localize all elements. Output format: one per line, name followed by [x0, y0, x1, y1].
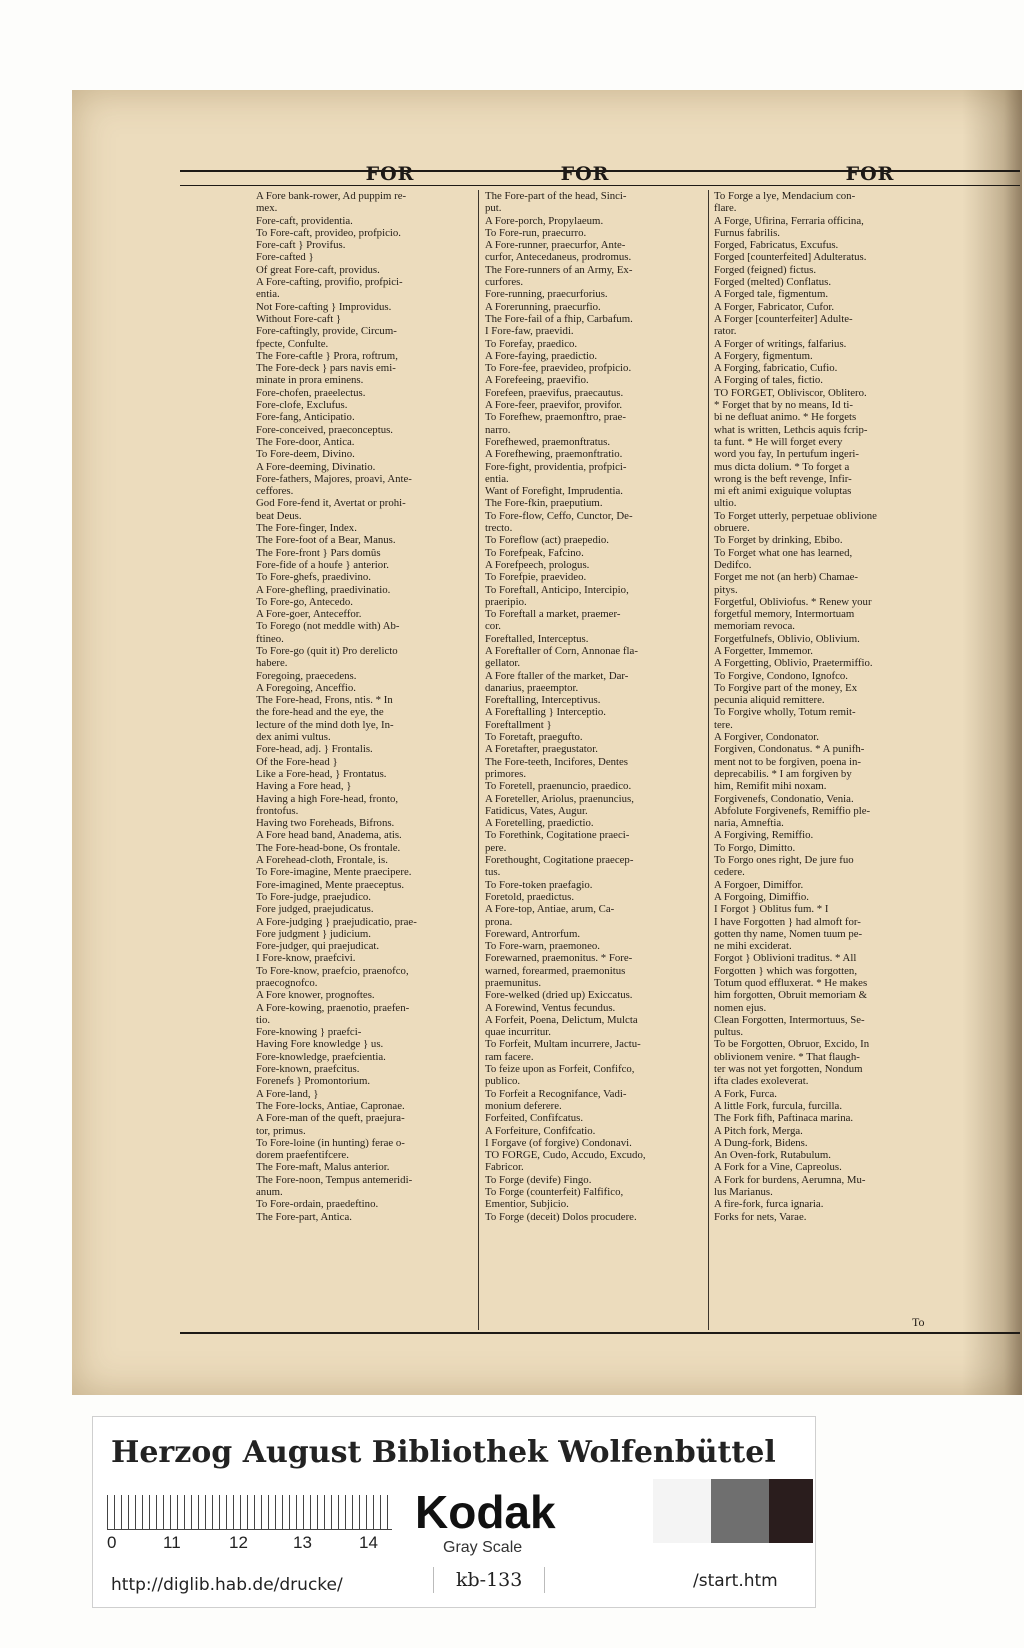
gray-scale-label: Gray Scale [443, 1539, 523, 1556]
dictionary-line: Fore-chofen, praeelectus. [256, 386, 366, 399]
dictionary-line: A Forge, Ufirina, Ferraria officina, [714, 214, 864, 227]
dictionary-line: Fore-running, praecurforius. [485, 288, 608, 301]
dictionary-line: Forks for nets, Varae. [714, 1210, 807, 1223]
column-divider [478, 190, 479, 1330]
dictionary-line: The Fork fifh, Paftinaca marina. [714, 1112, 854, 1125]
dictionary-line: TO FORGE, Cudo, Accudo, Excudo, [485, 1149, 646, 1162]
dictionary-line: Clean Forgotten, Intermortuus, Se- [714, 1013, 865, 1026]
dictionary-line: A Forgetting, Oblivio, Praetermiffio. [714, 657, 873, 670]
dictionary-line: ceffores. [256, 485, 294, 498]
dictionary-line: A Forger, Fabricator, Cufor. [714, 300, 835, 313]
dictionary-line: To Forgive, Condono, Ignofco. [714, 669, 848, 682]
dictionary-line: entia. [256, 288, 280, 301]
dictionary-line: cedere. [714, 866, 745, 879]
dictionary-line: quae incurritur. [485, 1026, 551, 1039]
dictionary-line: The Fore-head-bone, Os frontale. [256, 841, 401, 854]
dictionary-line: Forged, Fabricatus, Excufus. [714, 239, 839, 252]
dictionary-line: A Forgoing, Dimiffio. [714, 890, 809, 903]
dictionary-line: Fore-fide of a houfe } anterior. [256, 558, 389, 571]
dictionary-line: To Fore-deem, Divino. [256, 448, 355, 461]
dictionary-line: Fore-caft } Provifus. [256, 239, 346, 252]
ruler-label: 14 [359, 1533, 378, 1552]
dictionary-line: A Forging, fabricatio, Cufio. [714, 362, 838, 375]
dictionary-line: A Fore-runner, praecurfor, Ante- [485, 239, 626, 252]
dictionary-line: wrong is the beft revenge, Infir- [714, 472, 852, 485]
dictionary-line: Fore-fang, Anticipatio. [256, 411, 355, 424]
ruler-label: 12 [229, 1533, 248, 1552]
dictionary-line: To Foreftall a market, praemer- [485, 608, 621, 621]
dictionary-line: The Fore-caftle } Prora, roftrum, [256, 349, 398, 362]
ruler-label: 11 [163, 1533, 181, 1552]
dictionary-line: A Fore-deeming, Divinatio. [256, 460, 376, 473]
dictionary-line: Fore-known, praefcitus. [256, 1063, 360, 1076]
dictionary-line: ment not to be forgiven, poena in- [714, 755, 862, 768]
dictionary-line: Forgivenefs, Condonatio, Venia. [714, 792, 854, 805]
dictionary-line: A Fore-kowing, praenotio, praefen- [256, 1001, 410, 1014]
dictionary-line: habere. [256, 657, 288, 670]
dictionary-line: To Fore-ordain, praedeftino. [256, 1198, 379, 1211]
ruler-label: 13 [293, 1533, 312, 1552]
dictionary-line: ftineo. [256, 632, 284, 645]
dictionary-line: deprecabilis. * I am forgiven by [714, 767, 852, 780]
dictionary-column-1 [256, 190, 506, 1330]
dictionary-line: The Fore-maft, Malus anterior. [256, 1161, 390, 1174]
dictionary-line: The Fore-part, Antica. [256, 1210, 352, 1223]
dictionary-line: Dedifco. [714, 558, 752, 571]
dictionary-line: put. [485, 202, 502, 215]
dictionary-line: anum. [256, 1186, 283, 1199]
dictionary-line: An Oven-fork, Rutabulum. [714, 1149, 831, 1162]
dictionary-line: To Foretaft, praegufto. [485, 731, 583, 744]
measurement-ruler [107, 1495, 392, 1530]
dictionary-line: A Fore-top, Antiae, arum, Ca- [485, 903, 615, 916]
dictionary-line: To Fore-caft, provideo, profpicio. [256, 226, 401, 239]
library-target-card [92, 1416, 816, 1608]
dictionary-line: To Forfeit, Multam incurrere, Jactu- [485, 1038, 641, 1051]
dictionary-line: A Fore bank-rower, Ad puppim re- [256, 190, 407, 202]
dictionary-line: A Fork for a Vine, Capreolus. [714, 1161, 842, 1174]
dictionary-line: A Forgetter, Immemor. [714, 644, 813, 657]
dictionary-line: rator. [714, 325, 737, 338]
dictionary-line: flare. [714, 202, 737, 215]
dictionary-line: Fore-fight, providentia, profpici- [485, 460, 627, 473]
dictionary-line: forgetful memory, Intermortuam [714, 608, 855, 621]
dictionary-line: To Fore-flow, Ceffo, Cunctor, De- [485, 509, 633, 522]
dictionary-line: I Fore-faw, praevidi. [485, 325, 574, 338]
dictionary-line: Forgetfulnefs, Oblivio, Oblivium. [714, 632, 860, 645]
bottom-rule [180, 1332, 1020, 1334]
dictionary-line: A little Fork, furcula, furcilla. [714, 1099, 843, 1112]
dictionary-line: Want of Forefight, Imprudentia. [485, 485, 623, 498]
dictionary-line: The Fore-fail of a fhip, Carbafum. [485, 312, 633, 325]
dictionary-line: Fabricor. [485, 1161, 524, 1174]
dictionary-line: Forethought, Cogitatione praecep- [485, 854, 634, 867]
dictionary-line: Forgetful, Obliviofus. * Renew your [714, 595, 872, 608]
dictionary-line: Forget me not (an herb) Chamae- [714, 571, 859, 584]
dictionary-line: obruere. [714, 522, 750, 535]
dictionary-line: To Fore-token praefagio. [485, 878, 593, 891]
dictionary-line: A Foretelling, praedictio. [485, 817, 594, 830]
dictionary-line: TO FORGET, Obliviscor, Oblitero. [714, 386, 867, 399]
dictionary-line: A Fork, Furca. [714, 1087, 777, 1100]
dictionary-line: minate in prora eminens. [256, 374, 364, 387]
dictionary-line: gellator. [485, 657, 521, 670]
dictionary-line: A Foreftalling } Interceptio. [485, 706, 606, 719]
dictionary-line: Without Fore-caft } [256, 312, 342, 325]
dictionary-line: A Fore-ghefling, praedivinatio. [256, 583, 391, 596]
dictionary-line: frontofus. [256, 804, 299, 817]
dictionary-line: prona. [485, 915, 513, 928]
dictionary-line: entia. [485, 472, 509, 485]
dictionary-line: Foreftalling, Interceptivus. [485, 694, 601, 707]
dictionary-line: To Forgive wholly, Totum remit- [714, 706, 856, 719]
dictionary-line: narro. [485, 423, 511, 436]
dictionary-line: ultio. [714, 497, 737, 510]
dictionary-line: cor. [485, 620, 501, 633]
dictionary-line: To Forgive part of the money, Ex [714, 681, 858, 694]
running-head-left: FOR [365, 163, 415, 185]
dictionary-line: To Fore-know, praefcio, praenofco, [256, 964, 409, 977]
dictionary-line: The Fore-runners of an Army, Ex- [485, 263, 633, 276]
dictionary-line: praeripio. [485, 595, 527, 608]
dictionary-line: A Forgiving, Remiffio. [714, 829, 814, 842]
dictionary-line: I Fore-know, praefcivi. [256, 952, 356, 965]
dictionary-line: The Fore-part of the head, Sinci- [485, 190, 627, 202]
dictionary-line: A Fore ftaller of the market, Dar- [485, 669, 629, 682]
dictionary-line: A Foreftaller of Corn, Annonae fla- [485, 644, 638, 657]
dictionary-line: Forewarned, praemonitus. * Fore- [485, 952, 633, 965]
dictionary-line: danarius, praeemptor. [485, 681, 579, 694]
dictionary-line: A Fore-judging } praejudicatio, prae- [256, 915, 417, 928]
dictionary-line: A Forging of tales, fictio. [714, 374, 823, 387]
dictionary-line: tus. [485, 866, 501, 879]
dictionary-line: A Fork for burdens, Aerumna, Mu- [714, 1173, 866, 1186]
dictionary-line: The Fore-foot of a Bear, Manus. [256, 534, 396, 547]
dictionary-line: To feize upon as Forfeit, Confifco, [485, 1063, 635, 1076]
dictionary-line: A Foregoing, Anceffio. [256, 681, 356, 694]
dictionary-line: A Forefhewing, praemonftratio. [485, 448, 623, 461]
dictionary-line: A Dung-fork, Bidens. [714, 1136, 808, 1149]
dictionary-line: To Forge (devife) Fingo. [485, 1173, 592, 1186]
dictionary-line: mi eft animi exiguique voluptas [714, 485, 852, 498]
dictionary-line: A Pitch fork, Merga. [714, 1124, 803, 1137]
dictionary-line: To Forego (not meddle with) Ab- [256, 620, 400, 633]
kodak-logo: Kodak [415, 1486, 556, 1538]
dictionary-line: * Forget that by no means, Id ti- [714, 399, 853, 412]
dictionary-line: To Fore-imagine, Mente praecipere. [256, 866, 412, 879]
dictionary-line: To Forgo, Dimitto. [714, 841, 796, 854]
dictionary-line: To Forgo ones right, De jure fuo [714, 854, 854, 867]
start-link[interactable]: /start.htm [693, 1571, 778, 1591]
dictionary-line: A Forehead-cloth, Frontale, is. [256, 854, 388, 867]
dictionary-line: Fore-judger, qui praejudicat. [256, 940, 380, 953]
dictionary-line: To be Forgotten, Obruor, Excido, In [714, 1038, 870, 1051]
dictionary-line: Foreftalled, Interceptus. [485, 632, 589, 645]
dictionary-line: A Forefpeech, prologus. [485, 558, 590, 571]
dictionary-line: To Forethink, Cogitatione praeci- [485, 829, 630, 842]
dictionary-line: Foreftallment } [485, 718, 552, 731]
dictionary-line: Fore-head, adj. } Frontalis. [256, 743, 373, 756]
dictionary-line: I Forgot } Oblitus fum. * I [714, 903, 829, 916]
dictionary-line: Forged (melted) Conflatus. [714, 276, 832, 289]
dictionary-line: A Foreteller, Ariolus, praenuncius, [485, 792, 634, 805]
dictionary-line: dorem praefentifcere. [256, 1149, 349, 1162]
dictionary-line: A Fore head band, Anadema, atis. [256, 829, 402, 842]
dictionary-line: him forgotten, Obruit memoriam & [714, 989, 868, 1002]
running-head-right: FOR [845, 163, 895, 185]
dictionary-line: The Fore-door, Antica. [256, 435, 355, 448]
dictionary-line: A Forger of writings, falfarius. [714, 337, 847, 350]
dictionary-line: praecognofco. [256, 977, 318, 989]
dictionary-line: Fore-knowing } praefci- [256, 1026, 362, 1039]
dictionary-line: gotten thy name, Nomen tuum pe- [714, 927, 863, 940]
dictionary-line: Foreward, Antrorfum. [485, 927, 581, 940]
dictionary-line: pere. [485, 841, 507, 854]
dictionary-line: A Forfeiture, Confifcatio. [485, 1124, 596, 1137]
dictionary-line: The Fore-teeth, Incifores, Dentes [485, 755, 629, 768]
dictionary-line: To Forefhew, praemonftro, prae- [485, 411, 626, 424]
dictionary-line: To Forget what one has learned, [714, 546, 853, 559]
running-head-center: FOR [560, 163, 610, 185]
dictionary-line: Fore judgment } judicium. [256, 927, 371, 940]
shelfmark: kb-133 [433, 1567, 545, 1593]
dictionary-line: A Foretafter, praegustator. [485, 743, 598, 756]
dictionary-line: To Foretell, praenuncio, praedico. [485, 780, 632, 793]
dictionary-line: ta funt. * He will forget every [714, 435, 843, 448]
dictionary-line: Fore-imagined, Mente praeceptus. [256, 878, 405, 891]
dictionary-line: A Fore-man of the queft, praejura- [256, 1112, 405, 1125]
dictionary-line: ne mihi exciderat. [714, 940, 792, 953]
gray-patch-light [653, 1479, 711, 1543]
dictionary-line: To Forge a lye, Mendacium con- [714, 190, 856, 202]
dictionary-line: Fore-knowledge, praefcientia. [256, 1050, 386, 1063]
dictionary-line: To Fore-judge, praejudico. [256, 890, 371, 903]
dictionary-line: naria, Amneftia. [714, 817, 784, 830]
dictionary-line: mex. [256, 202, 278, 215]
dictionary-line: Fore-cafted } [256, 251, 314, 264]
dictionary-line: To Forefpie, praevideo. [485, 571, 587, 584]
dictionary-line: To Forefay, praedico. [485, 337, 578, 350]
header-rule [180, 185, 1020, 186]
dictionary-line: pecunia aliquid remittere. [714, 694, 825, 707]
dictionary-line: The Fore-locks, Antiae, Capronae. [256, 1099, 405, 1112]
ruler-label: 0 [107, 1533, 117, 1552]
dictionary-line: A Forgery, figmentum. [714, 349, 813, 362]
library-name: Herzog August Bibliothek Wolfenbüttel [111, 1435, 776, 1470]
dictionary-line: Forgiven, Condonatus. * A punifh- [714, 743, 865, 756]
dictionary-line: To Forfeit a Recognifance, Vadi- [485, 1087, 627, 1100]
dictionary-line: To Fore-run, praecurro. [485, 226, 587, 239]
dictionary-line: A Forgiver, Condonator. [714, 731, 819, 744]
dictionary-line: To Forget utterly, perpetuae oblivione [714, 509, 877, 522]
dictionary-line: To Forefpeak, Fafcino. [485, 546, 584, 559]
dictionary-line: A Fore-feer, praevifor, provifor. [485, 399, 623, 412]
dictionary-line: To Fore-ghefs, praedivino. [256, 571, 371, 584]
dictionary-line: lus Marianus. [714, 1186, 773, 1199]
dictionary-line: Not Fore-cafting } Improvidus. [256, 300, 392, 313]
dictionary-line: Fatidicus, Vates, Augur. [485, 804, 588, 817]
dictionary-line: The Fore-deck } pars navis emi- [256, 362, 396, 375]
dictionary-line: A Forefeeing, praevifio. [485, 374, 589, 387]
dictionary-line: ter was not yet forgotten, Nondum [714, 1063, 863, 1076]
dictionary-line: primores. [485, 767, 527, 780]
dictionary-line: Having a high Fore-head, fronto, [256, 792, 399, 805]
dictionary-line: Fore-caft, providentia. [256, 214, 353, 227]
dictionary-line: Forgotten } which was forgotten, [714, 964, 858, 977]
dictionary-line: To Fore-go (quit it) Pro derelicto [256, 644, 398, 657]
dictionary-line: A Forfeit, Poena, Delictum, Mulcta [485, 1013, 638, 1026]
dictionary-line: A Forged tale, figmentum. [714, 288, 829, 301]
dictionary-line: Forgot } Oblivioni traditus. * All [714, 952, 857, 965]
dictionary-line: I have Forgotten } had almoft for- [714, 915, 861, 928]
dictionary-line: A Fore-faying, praedictio. [485, 349, 598, 362]
dictionary-line: To Forget by drinking, Ebibo. [714, 534, 843, 547]
dictionary-line: The Fore-fkin, praeputium. [485, 497, 603, 510]
dictionary-line: nomen ejus. [714, 1001, 767, 1014]
dictionary-line: Abfolute Forgivenefs, Remiffio ple- [714, 804, 871, 817]
dictionary-line: Forefhewed, praemonftratus. [485, 435, 611, 448]
dictionary-line: word you fay, In pertufum ingeri- [714, 448, 860, 461]
dictionary-line: ifta clades exoleverat. [714, 1075, 809, 1088]
dictionary-column-3 [714, 190, 976, 1330]
dictionary-line: curfores. [485, 276, 524, 289]
dictionary-line: dex animi vultus. [256, 731, 331, 744]
dictionary-line: To Forge (counterfeit) Falfifico, [485, 1186, 624, 1199]
dictionary-line: publico. [485, 1075, 521, 1088]
dictionary-line: Of great Fore-caft, providus. [256, 263, 380, 276]
dictionary-line: tere. [714, 718, 733, 731]
dictionary-line: The Fore-front } Pars domûs [256, 546, 381, 559]
dictionary-line: beat Deus. [256, 509, 302, 522]
dictionary-line: Having a Fore head, } [256, 780, 352, 793]
dictionary-line: Forged [counterfeited] Adulteratus. [714, 251, 867, 264]
dictionary-line: To Fore-go, Antecedo. [256, 595, 353, 608]
dictionary-line: trecto. [485, 522, 513, 535]
dictionary-line: ram facere. [485, 1050, 534, 1063]
dictionary-line: bi ne defluat animo. * He forgets [714, 411, 857, 424]
dictionary-line: A fire-fork, furca ignaria. [714, 1198, 824, 1211]
dictionary-line: Forged (feigned) fictus. [714, 263, 817, 276]
dictionary-line: God Fore-fend it, Avertat or prohi- [256, 497, 406, 510]
dictionary-line: tor, primus. [256, 1124, 306, 1137]
dictionary-line: pultus. [714, 1026, 744, 1039]
dictionary-column-2 [485, 190, 735, 1330]
dictionary-line: lecture of the mind doth lye, In- [256, 718, 394, 731]
dictionary-line: what is written, Lethcis aquis fcrip- [714, 423, 868, 436]
dictionary-line: A Fore-cafting, provifio, profpici- [256, 276, 403, 289]
gray-patch-mid [711, 1479, 769, 1543]
dictionary-line: monium deferere. [485, 1099, 562, 1112]
dictionary-line: I Forgave (of forgive) Condonavi. [485, 1136, 632, 1149]
dictionary-line: pitys. [714, 583, 738, 596]
dictionary-line: Ementior, Subjicio. [485, 1198, 569, 1211]
dictionary-line: A Forerunning, praecurfio. [485, 300, 601, 313]
dictionary-line: A Forger [counterfeiter] Adulte- [714, 312, 853, 325]
dictionary-line: A Forewind, Ventus fecundus. [485, 1001, 616, 1014]
dictionary-line: Totum quod effluxerat. * He makes [714, 977, 868, 989]
dictionary-line: Having two Foreheads, Bifrons. [256, 817, 395, 830]
catchword: To [912, 1315, 925, 1329]
dictionary-line: oblivionem venire. * That flaugh- [714, 1050, 860, 1063]
dictionary-line: warned, forearmed, praemonitus [485, 964, 626, 977]
dictionary-line: Having Fore knowledge } us. [256, 1038, 384, 1051]
dictionary-line: A Fore knower, prognoftes. [256, 989, 375, 1002]
dictionary-line: Furnus fabrilis. [714, 226, 780, 239]
dictionary-line: The Fore-head, Frons, ntis. * In [256, 694, 393, 707]
dictionary-line: Fore-welked (dried up) Exiccatus. [485, 989, 633, 1002]
dictionary-line: To Foreflow (act) praepedio. [485, 534, 609, 547]
dictionary-line: The Fore-finger, Index. [256, 522, 357, 535]
dictionary-line: Foretold, praedictus. [485, 890, 575, 903]
dictionary-line: fpecte, Confulte. [256, 337, 329, 350]
dictionary-line: To Foreftall, Anticipo, Intercipio, [485, 583, 629, 596]
source-url: http://diglib.hab.de/drucke/ [111, 1575, 343, 1595]
dictionary-line: mus dicta dolium. * To forget a [714, 460, 850, 473]
dictionary-line: Forfeited, Confifcatus. [485, 1112, 584, 1125]
dictionary-line: Like a Fore-head, } Frontatus. [256, 767, 387, 780]
dictionary-line: memoriam revoca. [714, 620, 795, 633]
dictionary-line: Fore-clofe, Exclufus. [256, 399, 348, 412]
dictionary-line: tio. [256, 1013, 271, 1026]
dictionary-line: the fore-head and the eye, the [256, 706, 384, 719]
dictionary-line: Forefeen, praevifus, praecautus. [485, 386, 624, 399]
dictionary-line: Foregoing, praecedens. [256, 669, 357, 682]
dictionary-line: Of the Fore-head } [256, 755, 338, 768]
dictionary-line: The Fore-noon, Tempus antemeridi- [256, 1173, 413, 1186]
dictionary-line: Forenefs } Promontorium. [256, 1075, 371, 1088]
dictionary-line: To Fore-warn, praemoneo. [485, 940, 600, 953]
dictionary-line: Fore-conceived, praeconceptus. [256, 423, 393, 436]
dictionary-line: praemunitus. [485, 977, 542, 989]
gray-patch-dark [769, 1479, 813, 1543]
dictionary-line: A Forgoer, Dimiffor. [714, 878, 804, 891]
dictionary-line: him, Remifit mihi noxam. [714, 780, 827, 793]
dictionary-line: To Fore-loine (in hunting) ferae o- [256, 1136, 405, 1149]
dictionary-line: To Fore-fee, praevideo, profpicio. [485, 362, 632, 375]
dictionary-line: Fore judged, praejudicatus. [256, 903, 374, 916]
dictionary-line: curfor, Antecedaneus, prodromus. [485, 251, 632, 264]
dictionary-line: A Fore-land, } [256, 1087, 319, 1100]
dictionary-line: Fore-caftingly, provide, Circum- [256, 325, 397, 338]
dictionary-line: A Fore-goer, Anteceffor. [256, 608, 362, 621]
column-divider [708, 190, 709, 1330]
dictionary-line: Fore-fathers, Majores, proavi, Ante- [256, 472, 412, 485]
dictionary-line: To Forge (deceit) Dolos procudere. [485, 1210, 637, 1223]
dictionary-line: A Fore-porch, Propylaeum. [485, 214, 604, 227]
